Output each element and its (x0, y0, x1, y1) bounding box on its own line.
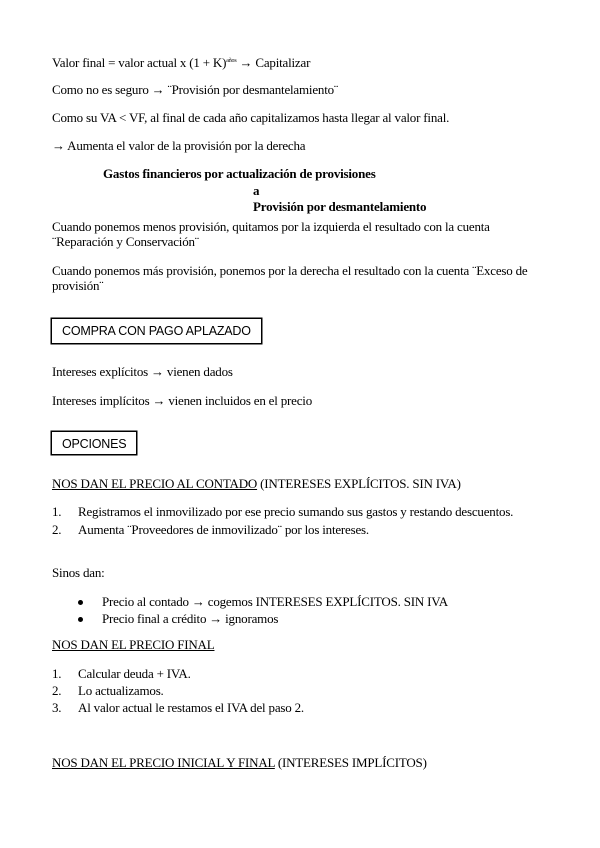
compra-section-box: COMPRA CON PAGO APLAZADO (51, 318, 262, 344)
precio-contado-steps (52, 504, 538, 537)
list-item: 2. Aumenta ¨Proveedores de inmovilizado¨ por los intereses. (52, 522, 369, 537)
journal-connector: a (253, 183, 260, 198)
list-item: Precio final a crédito → ignoramos (102, 611, 448, 626)
menos-provision-paragraph: Cuando ponemos menos provisión, quitamos por la izquierda el resultado con la cuenta ¨Reparación y Conservación¨ (52, 219, 490, 249)
section-precio-contado-title: NOS DAN EL PRECIO AL CONTADO (52, 476, 258, 491)
list-item: Precio al contado → cogemos INTERESES EXPLÍCITOS. SIN IVA (102, 594, 448, 609)
section-precio-inicial-final-note: (INTERESES IMPLÍCITOS) (274, 755, 427, 770)
sinos-dan-line: Sinos dan: (52, 565, 105, 580)
valor-final-formula (52, 54, 310, 70)
formula-text: Valor final = valor actual x (1 + K) (52, 55, 227, 70)
intereses-implicitos-line: Intereses implícitos → vienen incluidos en el precio (52, 393, 312, 408)
section-precio-contado-note: (INTERESES EXPLÍCITOS. SIN IVA) (257, 476, 461, 491)
section-precio-inicial-final-heading (52, 755, 427, 770)
section-precio-inicial-final-title: NOS DAN EL PRECIO INICIAL Y FINAL (52, 755, 275, 770)
mas-provision-paragraph: Cuando ponemos más provisión, ponemos por la derecha el resultado con la cuenta ¨Exceso de provisión¨ (52, 263, 528, 293)
aumenta-line: → Aumenta el valor de la provisión por la derecha (52, 138, 306, 153)
list-item: 3. Al valor actual le restamos el IVA del paso 2. (52, 700, 304, 715)
section-precio-contado-heading (52, 476, 461, 491)
bullet-icon (78, 600, 83, 605)
va-vf-line: Como su VA < VF, al final de cada año capitalizamos hasta llegar al valor final. (52, 110, 450, 125)
bullet-icon (78, 617, 83, 622)
sinos-dan-bullets (102, 594, 448, 626)
section-precio-final-title: NOS DAN EL PRECIO FINAL (52, 637, 215, 652)
journal-credit-account: Provisión por desmantelamiento (253, 199, 427, 214)
list-item: 1. Calcular deuda + IVA. (52, 666, 191, 681)
intereses-explicitos-line: Intereses explícitos → vienen dados (52, 364, 233, 379)
no-es-seguro-line: Como no es seguro → ¨Provisión por desmantelamiento¨ (52, 82, 339, 97)
journal-debit-account: Gastos financieros por actualización de provisiones (103, 166, 376, 181)
list-item: 2. Lo actualizamos. (52, 683, 164, 698)
formula-result: → Capitalizar (239, 55, 311, 70)
formula-exponent: años (226, 58, 237, 64)
list-item: 1. Registramos el inmovilizado por ese precio sumando sus gastos y restando descuentos. (52, 504, 514, 519)
opciones-section-box: OPCIONES (51, 431, 137, 455)
precio-final-steps (52, 666, 304, 715)
